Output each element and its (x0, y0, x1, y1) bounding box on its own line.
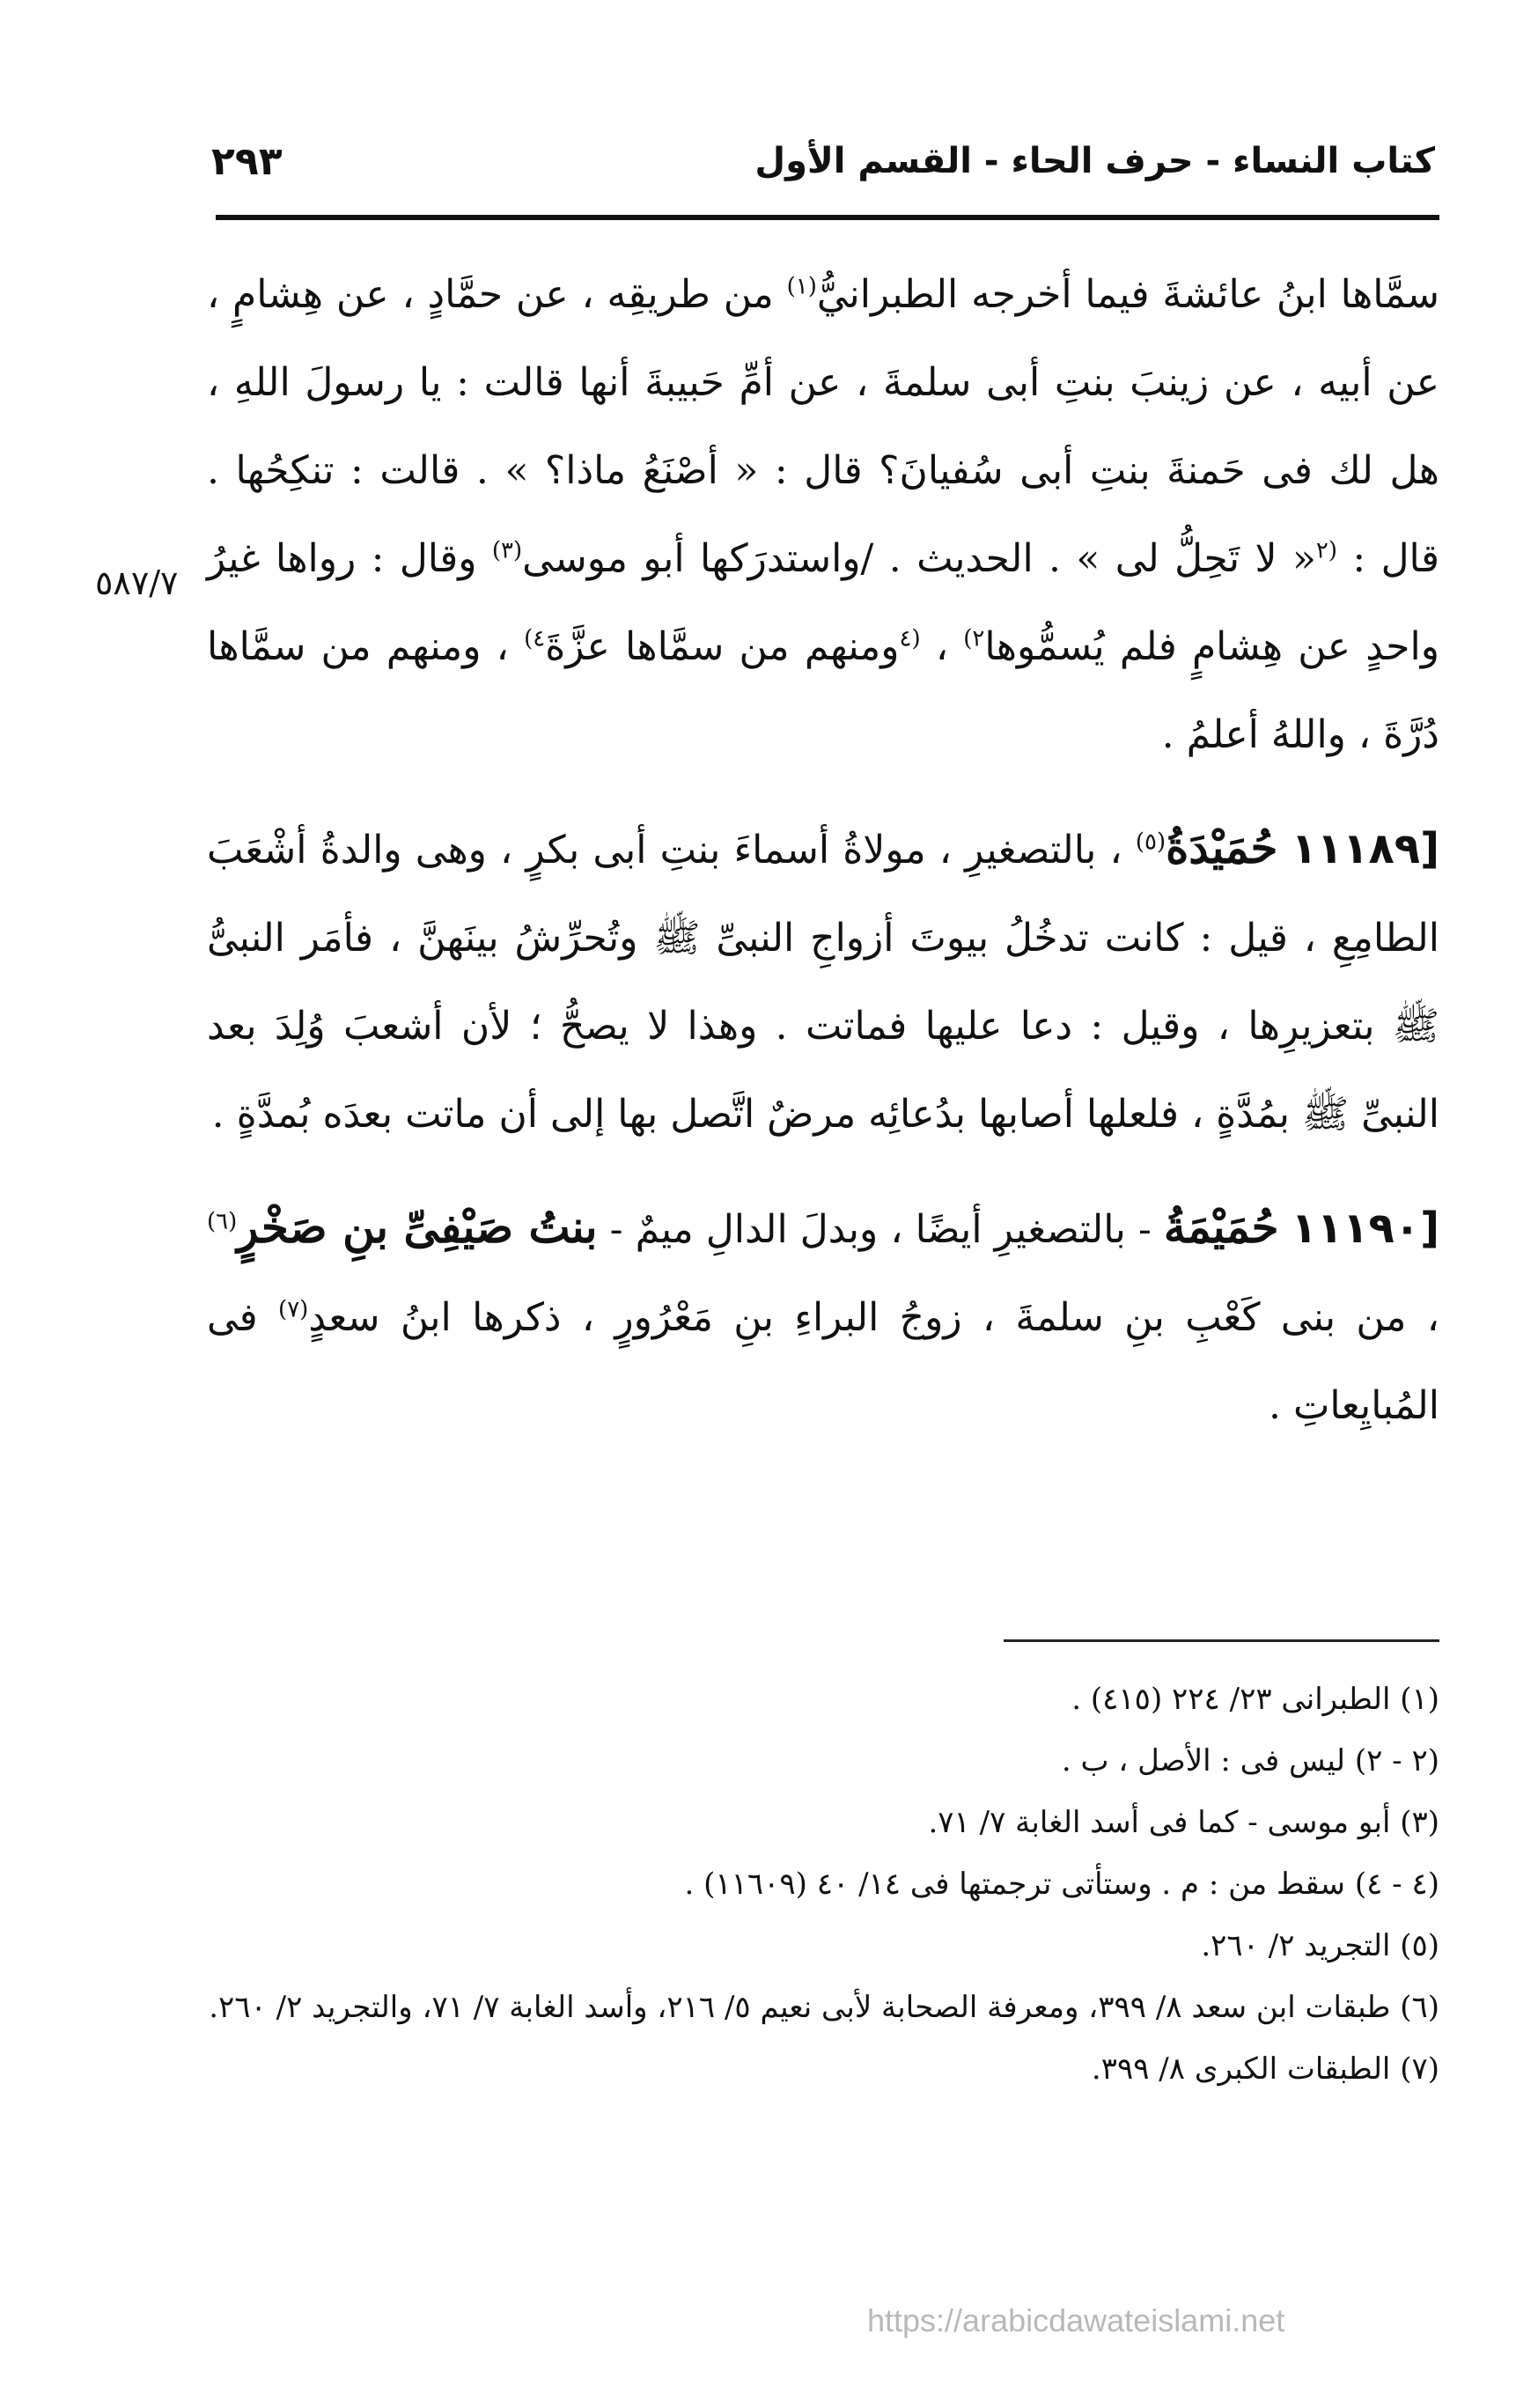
text-segment: فى المُبايِعاتِ . (207, 1295, 1439, 1428)
text-segment: - بالتصغيرِ أيضًا ، وبدلَ الدالِ ميمٌ - (597, 1207, 1164, 1252)
text-segment: ومنهم من سمَّاها عزَّةَ (545, 624, 900, 669)
text-segment: سمَّاها ابنُ عائشةَ فيما أخرجه الطبرانيُّ (816, 272, 1439, 317)
header-title: كتاب النساء - حرف الحاء - القسم الأول (754, 141, 1435, 181)
footnote-ref: (٣) (491, 537, 523, 564)
footnote-ref: (٥) (1135, 828, 1166, 856)
footnote-ref: ٤) (524, 625, 546, 652)
footnote-ref: (١) (786, 273, 817, 300)
paragraph-hamna (207, 251, 1439, 779)
footnote: (٦) طبقات ابن سعد ٨/ ٣٩٩، ومعرفة الصحابة لأبى نعيم ٥/ ٢١٦، وأسد الغابة ٧/ ٧١، والتجريد ٢/ ٢٦٠. (209, 1990, 1439, 2025)
entry-lineage: بنتُ صَيْفِىِّ بنِ صَخْرٍ (237, 1201, 598, 1253)
header-rule (216, 215, 1439, 220)
text-segment: وقال : رواها غيرُ واحدٍ عن هِشامٍ فلم يُسمُّوها (207, 536, 1439, 669)
footnote: (٧) الطبقات الكبرى ٨/ ٣٩٩. (1091, 2051, 1439, 2087)
footnote-ref: (٢ (1315, 537, 1337, 564)
entry-11189 (207, 804, 1439, 1159)
footnote-ref: ٢) (963, 625, 985, 652)
running-header (211, 132, 1435, 211)
footnote: (٢ - ٢) ليس فى : الأصل ، ب . (1061, 1743, 1439, 1778)
main-text (207, 251, 1439, 1475)
text-segment: ، بالتصغيرِ ، مولاةُ أسماءَ بنتِ أبى بكرٍ ، وهى والدةُ أشْعَبَ الطامِعِ ، قيل : كانت تدخُلُ بيوتَ أزواجِ النبىِّ ﷺ وتُحرِّشُ بينَهنَّ ، فأمَر النبىُّ ﷺ بتعزيرِها ، وقيل : دعا عليها فماتت . وهذا لا يصحُّ ؛ لأن أشعبَ وُلِدَ بعد النبىِّ ﷺ بمُدَّةٍ ، فلعلها أصابها بدُعائِه مرضٌ اتَّصل بها إلى أن ماتت بعدَه بُمدَّةٍ . (207, 828, 1439, 1137)
footnote-ref: (٧) (278, 1296, 309, 1323)
text-segment: ، (920, 624, 964, 669)
page-number: ٢٩٣ (211, 139, 283, 184)
footnote: (٣) أبو موسى - كما فى أسد الغابة ٧/ ٧١. (928, 1805, 1439, 1840)
entry-name: حُمَيْدَةُ (1166, 821, 1278, 873)
text-segment: من طريقِه ، عن حمَّادٍ ، عن هِشامٍ ، عن أبيه ، عن زينبَ بنتِ أبى سلمةَ ، عن أمِّ حَبيبةَ أنها قالت : يا رسولَ اللهِ ، هل لك فى حَمنةَ بنتِ أبى سُفيانَ؟ قال : « أصْنَعُ ماذا؟ » . قالت : تنكِحُها . قال : (207, 272, 1439, 581)
text-segment: « لا تَحِلُّ لى » . الحديث . /واستدرَكها أبو موسى (522, 536, 1316, 581)
footnote: (٥) التجريد ٢/ ٢٦٠. (1201, 1928, 1439, 1963)
footnote: (٤ - ٤) سقط من : م . وستأتى ترجمتها فى ١٤/ ٤٠ (١١٦٠٩) . (684, 1867, 1439, 1902)
footnote: (١) الطبرانى ٢٣/ ٢٢٤ (٤١٥) . (1071, 1682, 1439, 1717)
margin-reference: ٥٨٧/٧ (95, 563, 179, 602)
text-segment: ، ومنهم من سمَّاها دُرَّةَ ، واللهُ أعلمُ . (207, 624, 1439, 757)
entry-number: [١١١٩٠ (1291, 1204, 1439, 1253)
footnote-ref: (٤ (899, 625, 921, 652)
footnotes (207, 1668, 1439, 2100)
entry-name: حُمَيْمَةُ (1163, 1201, 1279, 1253)
footnote-separator (1004, 1639, 1439, 1642)
footnote-ref: (٦) (207, 1208, 238, 1235)
entry-number: [١١١٨٩ (1291, 824, 1439, 873)
text-segment: ، من بنى كَعْبِ بنِ سلمةَ ، زوجُ البراءِ بنِ مَعْرُورٍ ، ذكرها ابنُ سعدٍ (308, 1295, 1440, 1340)
watermark-url: https://arabicdawateislami.net (867, 2302, 1285, 2338)
entry-11190 (207, 1183, 1439, 1450)
